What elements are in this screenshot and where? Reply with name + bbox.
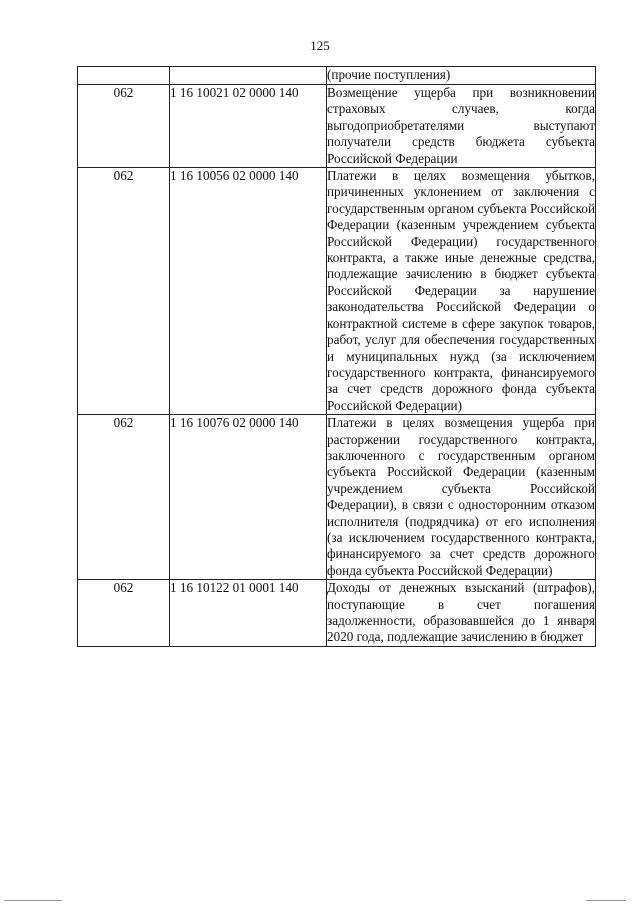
table-row — [78, 580, 596, 647]
table-row — [78, 67, 596, 85]
scan-artifact-left — [4, 900, 62, 901]
budget-code-cell: 1 16 10021 02 0000 140 — [170, 85, 327, 168]
budget-code-cell — [170, 67, 327, 85]
admin-code-cell: 062 — [78, 415, 170, 580]
revenue-name-cell: Доходы от денежных взысканий (штрафов), поступающие в счет погашения задолженности, образовавшейся до 1 января 2020 года, подлежащие зачислению в бюджет — [327, 580, 595, 645]
page-number: 125 — [310, 38, 330, 53]
revenue-codes-table — [77, 66, 596, 647]
table-row — [78, 85, 596, 168]
budget-code-cell: 1 16 10122 01 0001 140 — [170, 580, 327, 647]
table-row — [78, 168, 596, 415]
budget-code-cell: 1 16 10076 02 0000 140 — [170, 415, 327, 580]
revenue-name-cell: (прочие поступления) — [327, 67, 596, 85]
admin-code-cell: 062 — [78, 580, 170, 647]
admin-code-cell: 062 — [78, 168, 170, 415]
admin-code-cell: 062 — [78, 85, 170, 168]
admin-code-cell — [78, 67, 170, 85]
budget-code-cell: 1 16 10056 02 0000 140 — [170, 168, 327, 415]
table-row — [78, 415, 596, 580]
scan-artifact-right — [586, 900, 626, 901]
revenue-name-cell: Платежи в целях возмещения ущерба при расторжении государственного контракта, заключенного с государственным органом субъекта Российской Федерации (казенным учреждением субъекта Российской Федерации), в связи с односторонним отказом исполнителя (подрядчика) от его исполнения (за исключением государственного контракта, финансируемого за счет средств дорожного фонда субъекта Российской Федерации) — [327, 415, 595, 578]
revenue-name-cell: Платежи в целях возмещения убытков, причиненных уклонением от заключения с государственным органом субъекта Российской Федерации (казенным учреждением субъекта Российской Федерации) государственного контракта, а также иные денежные средства, подлежащие зачислению в бюджет субъекта Российской Федерации за нарушение законодательства Российской Федерации о контрактной системе в сфере закупок товаров, работ, услуг для обеспечения государственных и муниципальных нужд (за исключением государственного контракта, финансируемого за счет средств дорожного фонда субъекта Российской Федерации) — [327, 168, 595, 413]
revenue-name-cell: Возмещение ущерба при возникновении страховых случаев, когда выгодоприобретателями выступают получатели средств бюджета субъекта Российской Федерации — [327, 85, 595, 166]
